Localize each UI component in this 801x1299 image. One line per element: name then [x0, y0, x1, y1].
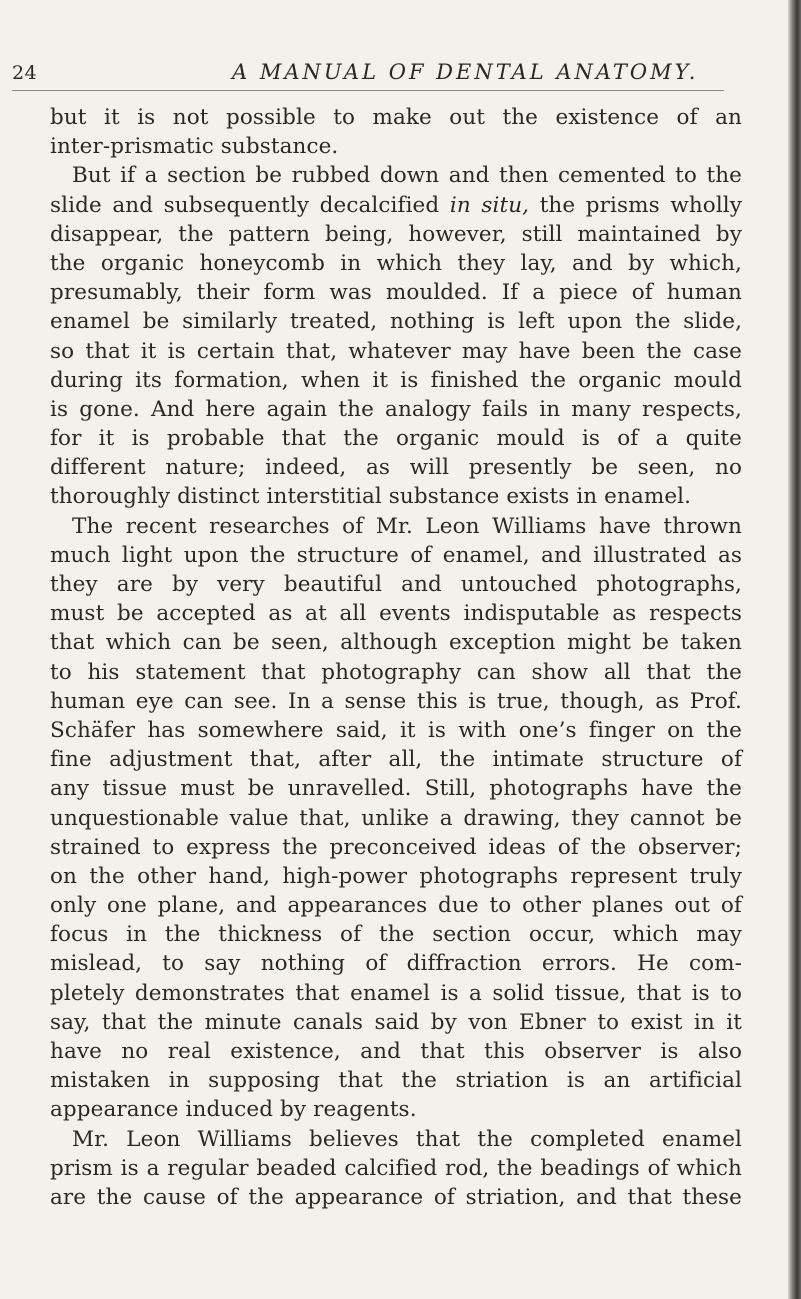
text-line: so that it is certain that, whatever may have been the case: [50, 338, 742, 364]
text-line: only one plane, and appearances due to other planes out of: [50, 893, 742, 919]
text-line: any tissue must be unravelled. Still, photographs have the: [50, 776, 742, 802]
text-line: disappear, the pattern being, however, still maintained by: [50, 221, 742, 247]
text-line: mislead, to say nothing of diffraction errors. He com-: [50, 951, 742, 977]
text-line: are the cause of the appearance of striation, and that these: [50, 1184, 742, 1210]
text-line: pletely demonstrates that enamel is a solid tissue, that is to: [50, 980, 742, 1006]
text-line: [50, 191, 742, 220]
text-line: is gone. And here again the analogy fails in many respects,: [50, 396, 742, 422]
text-line: but it is not possible to make out the existence of an: [50, 105, 742, 130]
text-line: Mr. Leon Williams believes that the completed enamel: [72, 1126, 742, 1152]
text-line: thoroughly distinct interstitial substance exists in enamel.: [50, 484, 692, 510]
text-line: inter-prismatic substance.: [50, 134, 339, 160]
text-line: they are by very beautiful and untouched photographs,: [50, 572, 742, 597]
text-line: different nature; indeed, as will presently be seen, no: [50, 455, 742, 481]
text-line: mistaken in supposing that the striation is an artificial: [50, 1068, 742, 1094]
text-line: strained to express the preconceived ideas of the observer;: [50, 834, 742, 860]
running-header: [12, 60, 724, 91]
text-line: presumably, their form was moulded. If a piece of human: [50, 280, 742, 306]
running-title: A MANUAL OF DENTAL ANATOMY.: [232, 60, 699, 84]
text-line: unquestionable value that, unlike a drawing, they cannot be: [50, 805, 742, 831]
text-line: on the other hand, high-power photographs represent truly: [50, 863, 742, 889]
text-line: during its formation, when it is finished the organic mould: [50, 367, 742, 393]
text-line: But if a section be rubbed down and then cemented to the: [72, 163, 742, 189]
text-line: human eye can see. In a sense this is true, though, as Prof.: [50, 688, 742, 714]
text-line: prism is a regular beaded calcified rod, the beadings of which: [50, 1155, 742, 1181]
italic-phrase: in situ,: [449, 192, 530, 218]
text-segment: slide and subsequently decalcified: [50, 192, 440, 218]
text-line: must be accepted as at all events indisputable as respects: [50, 601, 742, 627]
text-line: focus in the thickness of the section occur, which may: [50, 922, 742, 948]
text-line: The recent researches of Mr. Leon Williams have thrown: [72, 513, 742, 539]
text-line: for it is probable that the organic mould is of a quite: [50, 426, 742, 452]
body-text: [50, 103, 742, 1212]
text-line: much light upon the structure of enamel, and illustrated as: [50, 542, 742, 568]
book-spine-edge: [788, 0, 801, 1299]
text-line: enamel be similarly treated, nothing is left upon the slide,: [50, 309, 742, 335]
text-line: fine adjustment that, after all, the intimate structure of: [50, 747, 742, 773]
text-line: appearance induced by reagents.: [50, 1097, 417, 1123]
text-segment: the prisms wholly: [539, 192, 743, 218]
text-line: have no real existence, and that this observer is also: [50, 1039, 742, 1064]
text-line: the organic honeycomb in which they lay, and by which,: [50, 250, 742, 276]
text-line: that which can be seen, although exception might be taken: [50, 630, 742, 656]
page-number: 24: [12, 62, 38, 84]
text-line: to his statement that photography can show all that the: [50, 659, 742, 685]
text-line: say, that the minute canals said by von Ebner to exist in it: [50, 1009, 742, 1035]
text-line: Schäfer has somewhere said, it is with one’s finger on the: [50, 717, 742, 743]
